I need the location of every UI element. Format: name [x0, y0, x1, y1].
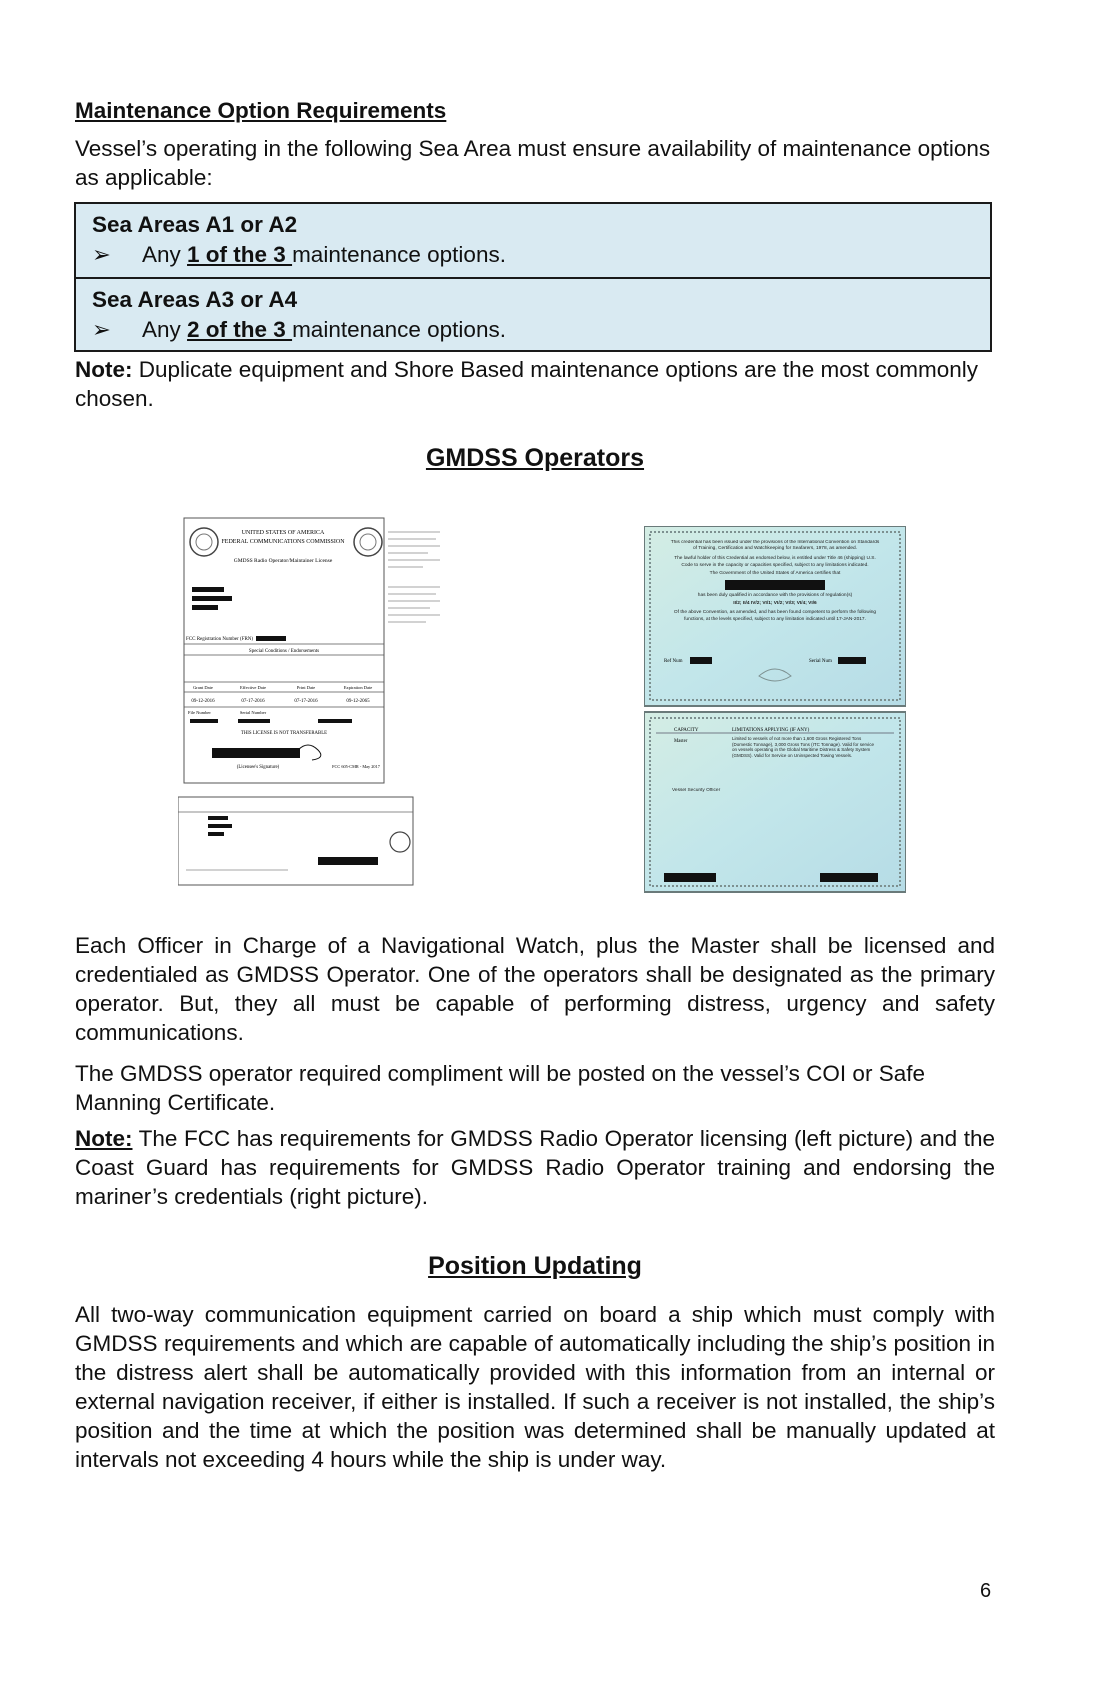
uscg-cap-header: CAPACITY — [674, 728, 699, 733]
uscg-credential-image — [644, 526, 906, 894]
fcc-val-grant: 09-12-2016 — [191, 699, 215, 704]
operators-note — [75, 1124, 995, 1211]
item-prefix: Any — [142, 317, 188, 342]
fcc-license-title: GMDSS Radio Operator/Maintainer License — [233, 558, 333, 564]
fcc-form-id: FCC 605-CMR - May 2017 — [332, 764, 380, 769]
sea-areas-table — [74, 202, 992, 352]
arrow-bullet-icon: ➢ — [92, 242, 111, 267]
fcc-col-expiration: Expiration Date — [343, 685, 373, 690]
uscg-ref-label: Ref Num — [664, 659, 683, 664]
note-text: The FCC has requirements for GMDSS Radio Operator licensing (left picture) and the Coast Guard has requirements for GMDSS Radio Operator training and endorsing the mariner’s credentials (right picture). — [75, 1126, 995, 1209]
sea-areas-title: Sea Areas A3 or A4 — [92, 287, 298, 312]
uscg-text-qualified: has been duly qualified in accordance with the provisions of regulation(s) — [697, 593, 853, 599]
position-heading: Position Updating — [428, 1252, 642, 1280]
fcc-col-print: Print Date — [296, 685, 316, 690]
arrow-bullet-icon: ➢ — [92, 317, 111, 342]
item-suffix: maintenance options. — [292, 317, 506, 342]
fcc-not-transferable: THIS LICENSE IS NOT TRANSFERABLE — [240, 731, 328, 736]
uscg-regs: II/2; II/4 IV/2; VI/1; VI/2; VI/3; VI/4; VI/6 — [733, 601, 817, 607]
note-label: Note: — [75, 357, 133, 382]
fcc-col-grant: Grant Date — [193, 685, 213, 690]
operators-heading: GMDSS Operators — [425, 444, 645, 472]
fcc-serial-label: Serial Number — [239, 710, 267, 715]
page-number: 6 — [980, 1580, 992, 1602]
maintenance-intro: Vessel’s operating in the following Sea Area must ensure availability of maintenance options as applicable: — [75, 136, 991, 190]
fcc-header-line1: UNITED STATES OF AMERICA — [241, 530, 325, 536]
fcc-col-effective: Effective Date — [239, 685, 267, 690]
fcc-signature-label: (Licensee's Signature) — [236, 765, 280, 770]
item-emphasis: 2 of the 3 — [187, 317, 293, 342]
position-para: All two-way communication equipment carried on board a ship which must comply with GMDSS requirements and which are capable of automatically including the ship’s position in the distress alert shall be automatically provided with this information from an internal or external navigation receiver, if either is installed. If such a receiver is not installed, the ship’s position and the time at which the position was determined shall be manually updated at intervals not exceeding 4 hours while the ship is under way. — [75, 1302, 995, 1472]
fcc-val-print: 07-17-2016 — [294, 699, 318, 704]
fcc-frn-label: FCC Registration Number (FRN) — [186, 637, 254, 642]
uscg-lim-master: Limited to vessels of not more than 1,600 Gross Registered Tons (Domestic Tonnage), 3,000 Gross Tons (ITC Tonnage). Valid for service on vessels operating in the Global Maritime Distress & Safety System (GMDSS). Valid for Service on Uninspected Towing Vessels. — [732, 736, 874, 758]
uscg-serial-label: Serial Num — [809, 659, 832, 664]
sea-areas-item — [92, 315, 974, 345]
item-emphasis: 1 of the 3 — [187, 242, 293, 267]
redacted-name — [725, 580, 825, 590]
fcc-license-image — [178, 512, 478, 892]
fcc-header-line2: FEDERAL COMMUNICATIONS COMMISSION — [221, 539, 345, 545]
uscg-cap-vso: Vessel Security Officer — [672, 788, 721, 793]
maintenance-heading: Maintenance Option Requirements — [75, 98, 447, 123]
note-label: Note: — [75, 1126, 133, 1151]
uscg-text-gov: The Government of the United States of America certifies that — [709, 570, 841, 576]
uscg-text-holder: The lawful holder of this Credential as endorsed below, is entitled under Title 46 (shipping) U.S. Code to serve in the capacity or capacities specified, subject to any limitations indicated. — [674, 556, 876, 568]
fcc-conditions-label: Special Conditions / Endorsements — [248, 649, 320, 654]
fcc-val-expiration: 09-12-2065 — [346, 699, 370, 704]
sea-areas-item — [92, 240, 974, 270]
operators-para2: The GMDSS operator required compliment will be posted on the vessel’s COI or Safe Manning Certificate. — [75, 1061, 925, 1115]
uscg-lim-header: LIMITATIONS APPLYING (IF ANY) — [732, 728, 810, 733]
sea-areas-row — [76, 277, 990, 350]
fcc-val-effective: 07-17-2016 — [241, 699, 265, 704]
note-text: Duplicate equipment and Shore Based maintenance options are the most commonly chosen. — [75, 357, 978, 411]
uscg-text-found: Of the above Convention, as amended, and has been found competent to perform the following functions, at the levels specified, subject to any limitation indicated until 17-JAN-2017. — [673, 610, 877, 622]
sea-areas-title: Sea Areas A1 or A2 — [92, 212, 298, 237]
uscg-text-top: This credential has been issued under the provisions of the International Convention on Standards of Training, Certification and Watchkeeping for Seafarers, 1978, as amended. — [670, 540, 880, 552]
uscg-cap-master: Master — [674, 739, 688, 744]
item-prefix: Any — [142, 242, 188, 267]
sea-areas-row — [76, 204, 990, 277]
item-suffix: maintenance options. — [292, 242, 506, 267]
operators-para1: Each Officer in Charge of a Navigational Watch, plus the Master shall be licensed and credentialed as GMDSS Operator. One of the operators shall be designated as the primary operator. But, they all must be capable of performing distress, urgency and safety communications. — [75, 933, 995, 1045]
fcc-file-label: File Number — [188, 710, 211, 715]
maintenance-note — [75, 355, 995, 413]
